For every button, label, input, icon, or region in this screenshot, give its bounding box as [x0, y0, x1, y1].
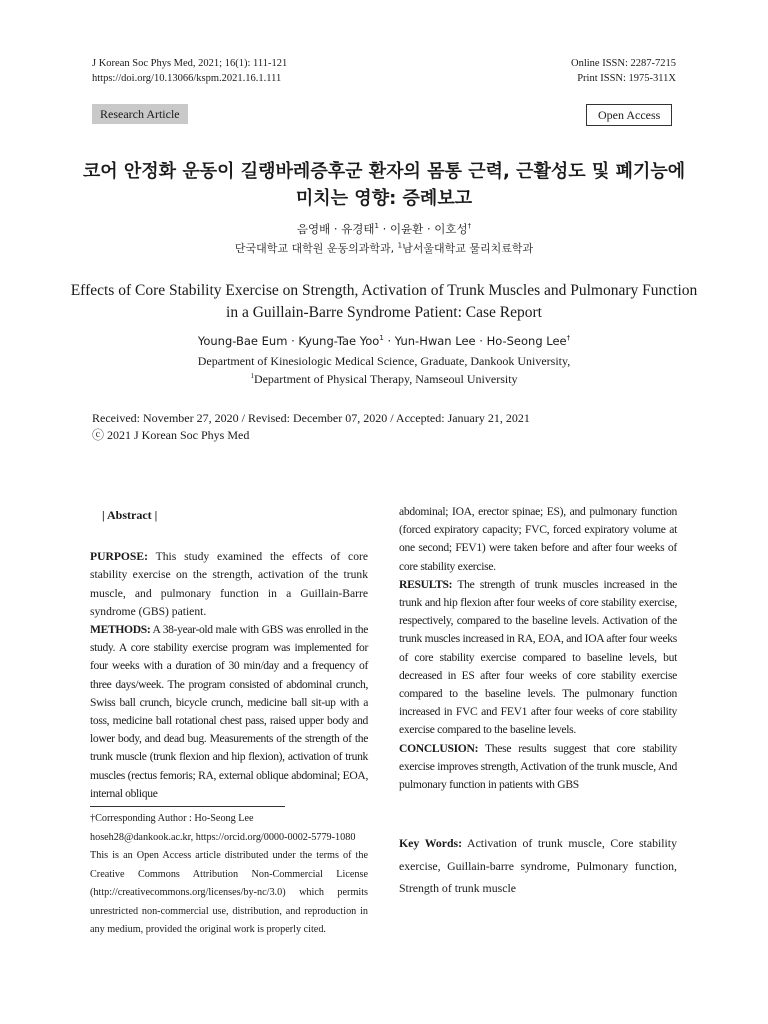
abstract-right-column — [399, 503, 677, 794]
article-dates — [92, 410, 530, 444]
korean-affiliation: 단국대학교 대학원 운동의과학과, $^1$남서울대학교 물리치료학과 — [234, 241, 534, 255]
author-contact: hoseh28@dankook.ac.kr, https://orcid.org/0000-0002-5779-1080 — [90, 831, 356, 843]
keywords: Key Words: Activation of trunk muscle, Core stability exercise, Guillain-barre syndrome, Pulmonary function, Strength of trunk muscle — [399, 836, 677, 895]
english-affiliation: Department of Kinesiologic Medical Science, Graduate, Dankook University, $^1$Department of Physical Therapy, Namseoul University — [197, 354, 571, 386]
article-type-badge: Research Article — [92, 104, 188, 124]
abstract-methods-continued: abdominal; IOA, erector spinae; ES), and pulmonary function (forced expiratory capacity; FVC, forced expiratory volume at one second; FEV1) were taken before and after four weeks of core stability exercise. — [399, 505, 677, 573]
print-issn: Print ISSN: 1975-311X — [577, 73, 676, 84]
online-issn: Online ISSN: 2287-7215 — [571, 58, 676, 69]
abstract-results: RESULTS: The strength of trunk muscles increased in the trunk and hip flexion after four weeks of core stability exercise, respectively, compared to the baseline levels. Activation of the trunk muscles increased in RA, EOA, and IOA after four weeks of core stability exercise compared to baseline levels, but decreased in ES after four weeks of core stability exercise compared to the baseline levels. The pulmonary function increased in FVC and FEV1 after four weeks of core stability exercise compared to the baseline levels. — [399, 577, 677, 737]
journal-citation: J Korean Soc Phys Med, 2021; 16(1): 111-121 — [92, 58, 288, 69]
korean-authors: 음영배 · 유경태$^1$ · 이윤환 · 이호성† — [296, 222, 472, 236]
korean-title-line1: 코어 안정화 운동이 길랭바레증후군 환자의 몸통 근력, 근활성도 및 폐기능에 — [82, 161, 686, 182]
english-title-line1: Effects of Core Stability Exercise on Strength, Activation of Trunk Muscles and Pulmonary Function — [70, 282, 698, 299]
korean-title — [40, 158, 728, 212]
abstract-purpose: PURPOSE: This study examined the effects of core stability exercise on the strength, activation of the trunk muscle, and pulmonary function in a Guillain-Barre syndrome (GBS) patient. — [90, 550, 368, 618]
abstract-heading: | Abstract | — [102, 508, 158, 522]
doi-link[interactable]: https://doi.org/10.13066/kspm.2021.16.1.111 — [92, 73, 282, 84]
english-authors: Young-Bae Eum · Kyung-Tae Yoo$^1$ · Yun-Hwan Lee · Ho-Seong Lee† — [197, 334, 571, 348]
footnote — [90, 810, 368, 940]
license-text: This is an Open Access article distributed under the terms of the Creative Commons Attribution Non-Commercial License (http://creativecommons.org/licenses/by-nc/3.0) which permits unrestricted non-commercial use, distribution, and reproduction in any medium, provided the original work is properly cited. — [90, 850, 368, 935]
english-title — [40, 280, 728, 324]
abstract-conclusion: CONCLUSION: These results suggest that core stability exercise improves strength, Activation of the trunk muscle, And pulmonary function in patients with GBS — [399, 741, 677, 792]
abstract-methods: METHODS: A 38-year-old male with GBS was enrolled in the study. A core stability exercise program was implemented for four weeks with a duration of 30 min/day and a frequency of three days/week. The program consisted of abdominal crunch, Swiss ball crunch, bicycle crunch, medicine ball sit-up with a toss, medicine ball rotational chest pass, raised upper body and lower body, and dead bug. Measurements of the strength of the trunk muscle (trunk flexion and hip flexion), activation of trunk muscles (rectus femoris; RA, external oblique abdominal; EOA, internal oblique — [90, 623, 368, 800]
korean-title-line2: 미치는 영향: 증례보고 — [295, 188, 473, 209]
corresponding-author: †Corresponding Author : Ho-Seong Lee — [90, 813, 254, 824]
korean-authors-block — [40, 219, 728, 259]
journal-header — [92, 56, 287, 86]
copyright-line: ⓒ 2021 J Korean Soc Phys Med — [92, 428, 250, 442]
issn-block — [480, 56, 676, 86]
received-revised-accepted: Received: November 27, 2020 / Revised: December 07, 2020 / Accepted: January 21, 2021 — [92, 411, 530, 425]
footnote-divider — [90, 806, 285, 807]
abstract-left-column — [90, 506, 368, 803]
english-title-line2: in a Guillain-Barre Syndrome Patient: Case Report — [226, 304, 542, 321]
open-access-badge: Open Access — [586, 104, 672, 126]
